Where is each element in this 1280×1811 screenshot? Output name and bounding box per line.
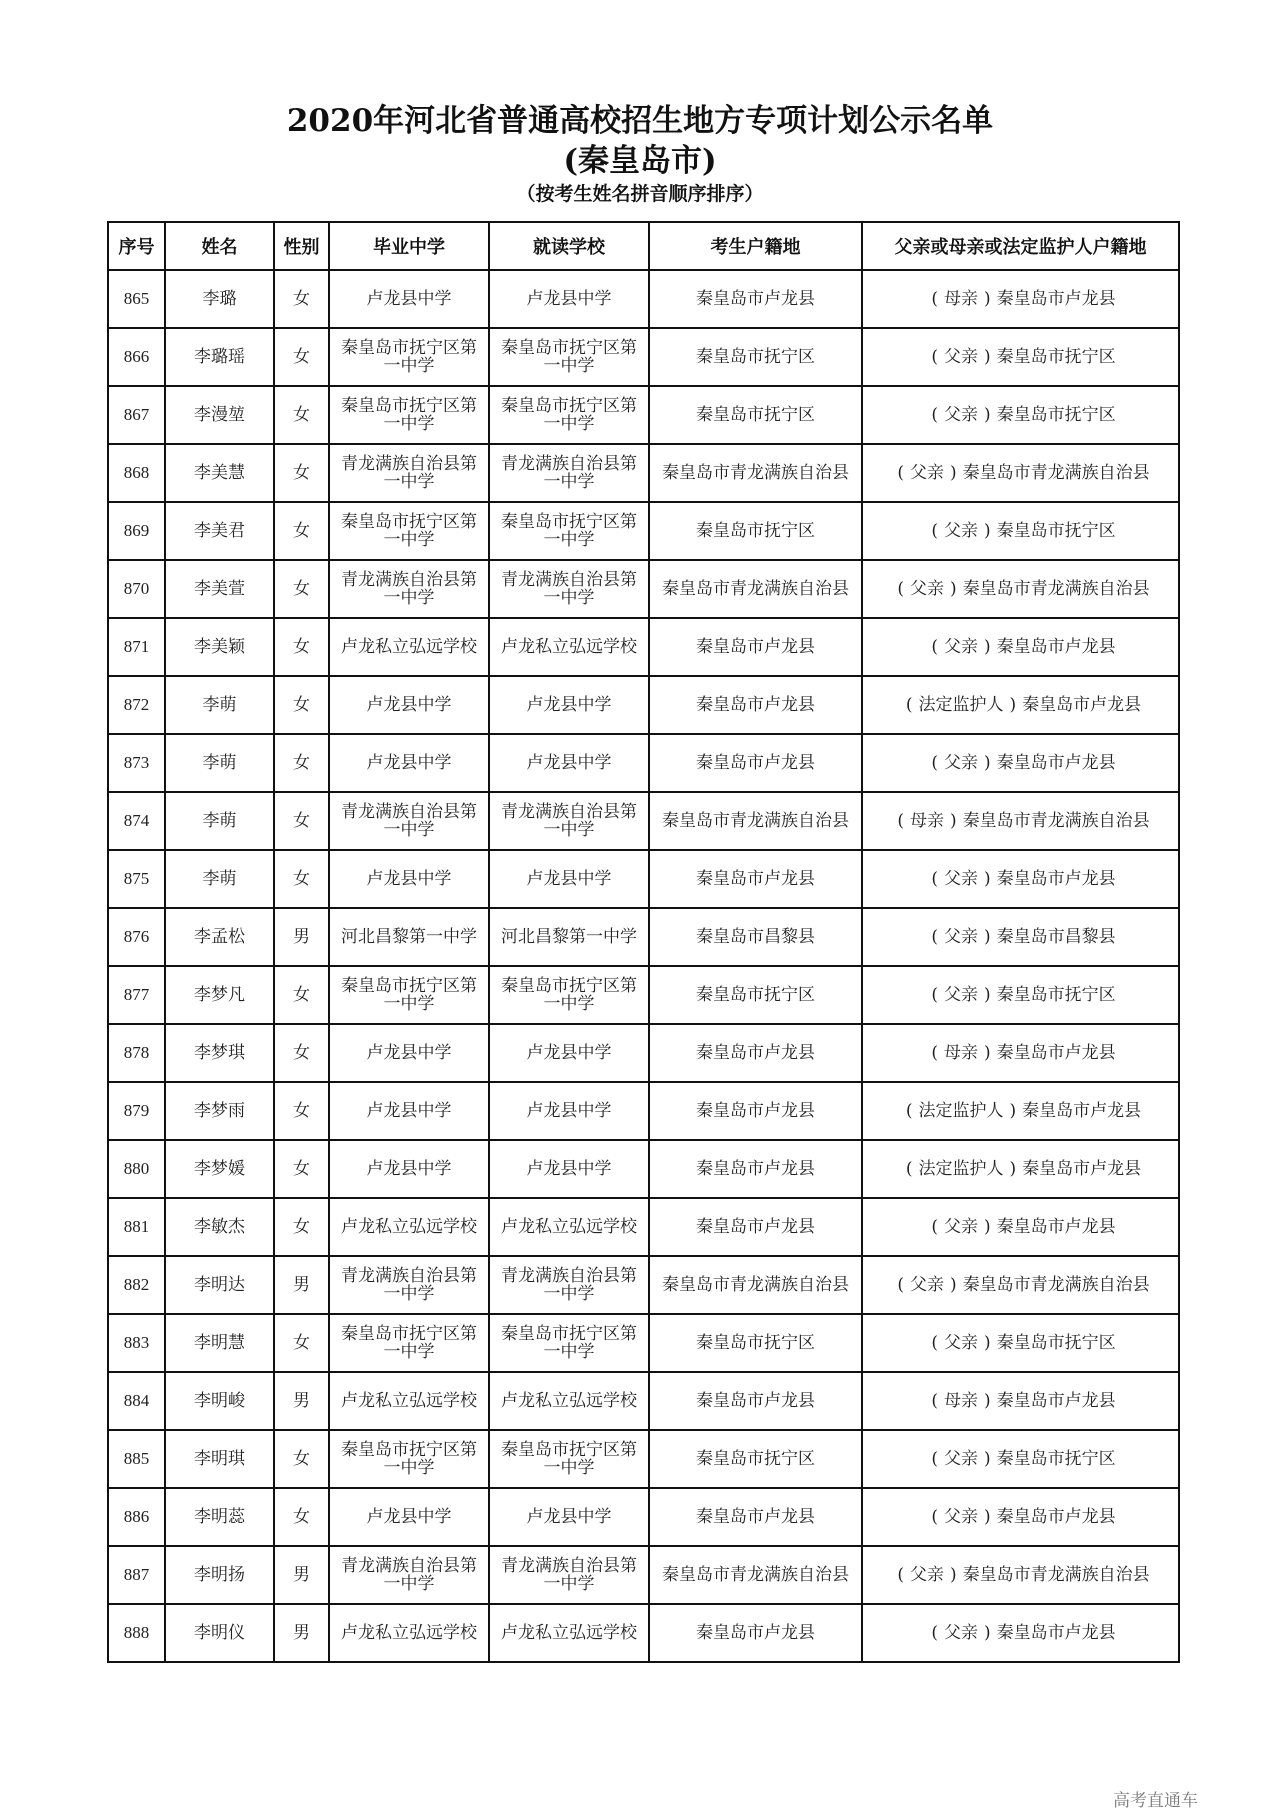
student-name: 李梦雨 xyxy=(165,1082,274,1140)
student-hukou: 秦皇岛市青龙满族自治县 xyxy=(649,1256,862,1314)
sort-note: （按考生姓名拼音顺序排序） xyxy=(516,183,764,205)
parent-relation: 父亲 xyxy=(944,753,978,773)
row-number: 876 xyxy=(108,908,165,966)
student-hukou: 秦皇岛市青龙满族自治县 xyxy=(649,1546,862,1604)
student-hukou: 秦皇岛市卢龙县 xyxy=(649,676,862,734)
student-sex: 女 xyxy=(274,1082,329,1140)
row-number: 878 xyxy=(108,1024,165,1082)
graduation-school: 卢龙县中学 xyxy=(329,850,489,908)
graduation-school: 卢龙私立弘远学校 xyxy=(329,1198,489,1256)
student-name: 李明仪 xyxy=(165,1604,274,1662)
parent-relation: 法定监护人 xyxy=(918,1159,1004,1179)
header-student-hukou: 考生户籍地 xyxy=(649,222,862,270)
row-number: 866 xyxy=(108,328,165,386)
student-sex: 女 xyxy=(274,1024,329,1082)
header-no: 序号 xyxy=(108,222,165,270)
parent-hukou-place: 秦皇岛市青龙满族自治县 xyxy=(962,1565,1150,1585)
graduation-school: 卢龙私立弘远学校 xyxy=(329,618,489,676)
current-school: 卢龙私立弘远学校 xyxy=(489,618,649,676)
student-sex: 女 xyxy=(274,1488,329,1546)
table-row xyxy=(108,850,1179,908)
current-school: 秦皇岛市抚宁区第一中学 xyxy=(489,502,649,560)
graduation-school: 青龙满族自治县第一中学 xyxy=(329,1546,489,1604)
student-sex: 男 xyxy=(274,1546,329,1604)
graduation-school: 卢龙县中学 xyxy=(329,1024,489,1082)
student-sex: 女 xyxy=(274,386,329,444)
parent-hukou-place: 秦皇岛市卢龙县 xyxy=(996,1623,1116,1643)
table-row xyxy=(108,1024,1179,1082)
graduation-school: 青龙满族自治县第一中学 xyxy=(329,792,489,850)
student-name: 李明蕊 xyxy=(165,1488,274,1546)
student-hukou: 秦皇岛市抚宁区 xyxy=(649,1314,862,1372)
graduation-school: 秦皇岛市抚宁区第一中学 xyxy=(329,966,489,1024)
document-subtitle: (秦皇岛市) xyxy=(563,143,717,179)
parent-hukou: ( 父亲 ) 秦皇岛市卢龙县 xyxy=(862,850,1179,908)
table-row xyxy=(108,1430,1179,1488)
parent-hukou-place: 秦皇岛市青龙满族自治县 xyxy=(962,811,1150,831)
current-school: 卢龙县中学 xyxy=(489,1024,649,1082)
row-number: 874 xyxy=(108,792,165,850)
student-name: 李孟松 xyxy=(165,908,274,966)
graduation-school: 卢龙县中学 xyxy=(329,1082,489,1140)
student-hukou: 秦皇岛市卢龙县 xyxy=(649,1372,862,1430)
student-hukou: 秦皇岛市卢龙县 xyxy=(649,1024,862,1082)
graduation-school: 秦皇岛市抚宁区第一中学 xyxy=(329,386,489,444)
graduation-school: 秦皇岛市抚宁区第一中学 xyxy=(329,1314,489,1372)
student-hukou: 秦皇岛市昌黎县 xyxy=(649,908,862,966)
student-name: 李美君 xyxy=(165,502,274,560)
current-school: 秦皇岛市抚宁区第一中学 xyxy=(489,966,649,1024)
current-school: 卢龙县中学 xyxy=(489,734,649,792)
student-hukou: 秦皇岛市青龙满族自治县 xyxy=(649,560,862,618)
student-hukou: 秦皇岛市卢龙县 xyxy=(649,1140,862,1198)
graduation-school: 卢龙县中学 xyxy=(329,734,489,792)
current-school: 卢龙私立弘远学校 xyxy=(489,1198,649,1256)
parent-relation: 父亲 xyxy=(910,1565,944,1585)
parent-hukou: ( 父亲 ) 秦皇岛市昌黎县 xyxy=(862,908,1179,966)
student-hukou: 秦皇岛市青龙满族自治县 xyxy=(649,792,862,850)
row-number: 888 xyxy=(108,1604,165,1662)
parent-hukou: ( 父亲 ) 秦皇岛市抚宁区 xyxy=(862,1430,1179,1488)
current-school: 卢龙私立弘远学校 xyxy=(489,1372,649,1430)
table-row xyxy=(108,792,1179,850)
parent-hukou: ( 母亲 ) 秦皇岛市青龙满族自治县 xyxy=(862,792,1179,850)
graduation-school: 青龙满族自治县第一中学 xyxy=(329,560,489,618)
parent-hukou: ( 法定监护人 ) 秦皇岛市卢龙县 xyxy=(862,1140,1179,1198)
graduation-school: 青龙满族自治县第一中学 xyxy=(329,444,489,502)
table-row xyxy=(108,908,1179,966)
parent-relation: 父亲 xyxy=(944,347,978,367)
student-hukou: 秦皇岛市抚宁区 xyxy=(649,1430,862,1488)
student-sex: 男 xyxy=(274,1372,329,1430)
parent-hukou: ( 父亲 ) 秦皇岛市青龙满族自治县 xyxy=(862,1256,1179,1314)
parent-hukou: ( 父亲 ) 秦皇岛市卢龙县 xyxy=(862,1604,1179,1662)
parent-hukou-place: 秦皇岛市卢龙县 xyxy=(1022,1159,1142,1179)
student-name: 李璐瑶 xyxy=(165,328,274,386)
table-row xyxy=(108,618,1179,676)
student-sex: 女 xyxy=(274,560,329,618)
row-number: 881 xyxy=(108,1198,165,1256)
roster-table xyxy=(107,221,1180,1663)
graduation-school: 河北昌黎第一中学 xyxy=(329,908,489,966)
current-school: 青龙满族自治县第一中学 xyxy=(489,444,649,502)
student-hukou: 秦皇岛市卢龙县 xyxy=(649,1082,862,1140)
student-hukou: 秦皇岛市卢龙县 xyxy=(649,1604,862,1662)
parent-hukou-place: 秦皇岛市卢龙县 xyxy=(996,1507,1116,1527)
current-school: 青龙满族自治县第一中学 xyxy=(489,560,649,618)
graduation-school: 卢龙县中学 xyxy=(329,270,489,328)
parent-hukou: ( 父亲 ) 秦皇岛市抚宁区 xyxy=(862,1314,1179,1372)
student-hukou: 秦皇岛市卢龙县 xyxy=(649,734,862,792)
table-row xyxy=(108,502,1179,560)
table-row xyxy=(108,1488,1179,1546)
table-row xyxy=(108,1604,1179,1662)
current-school: 卢龙私立弘远学校 xyxy=(489,1604,649,1662)
table-row xyxy=(108,560,1179,618)
parent-hukou: ( 母亲 ) 秦皇岛市卢龙县 xyxy=(862,1024,1179,1082)
row-number: 867 xyxy=(108,386,165,444)
parent-hukou: ( 父亲 ) 秦皇岛市卢龙县 xyxy=(862,618,1179,676)
parent-hukou: ( 父亲 ) 秦皇岛市抚宁区 xyxy=(862,966,1179,1024)
parent-hukou: ( 父亲 ) 秦皇岛市青龙满族自治县 xyxy=(862,444,1179,502)
parent-relation: 母亲 xyxy=(944,1043,978,1063)
student-sex: 男 xyxy=(274,1604,329,1662)
parent-hukou-place: 秦皇岛市青龙满族自治县 xyxy=(962,579,1150,599)
student-hukou: 秦皇岛市卢龙县 xyxy=(649,270,862,328)
student-sex: 女 xyxy=(274,502,329,560)
graduation-school: 青龙满族自治县第一中学 xyxy=(329,1256,489,1314)
parent-hukou: ( 父亲 ) 秦皇岛市抚宁区 xyxy=(862,328,1179,386)
row-number: 869 xyxy=(108,502,165,560)
row-number: 872 xyxy=(108,676,165,734)
parent-hukou-place: 秦皇岛市抚宁区 xyxy=(996,405,1116,425)
table-row xyxy=(108,966,1179,1024)
table-header-row xyxy=(108,222,1179,270)
row-number: 868 xyxy=(108,444,165,502)
header-name: 姓名 xyxy=(165,222,274,270)
row-number: 865 xyxy=(108,270,165,328)
student-sex: 女 xyxy=(274,1140,329,1198)
student-name: 李美慧 xyxy=(165,444,274,502)
table-row xyxy=(108,1082,1179,1140)
parent-hukou: ( 父亲 ) 秦皇岛市卢龙县 xyxy=(862,1198,1179,1256)
parent-hukou-place: 秦皇岛市卢龙县 xyxy=(996,1043,1116,1063)
table-row xyxy=(108,676,1179,734)
parent-hukou-place: 秦皇岛市卢龙县 xyxy=(996,1391,1116,1411)
student-sex: 女 xyxy=(274,1198,329,1256)
parent-hukou-place: 秦皇岛市青龙满族自治县 xyxy=(962,463,1150,483)
parent-hukou-place: 秦皇岛市卢龙县 xyxy=(1022,695,1142,715)
student-sex: 女 xyxy=(274,1314,329,1372)
table-row xyxy=(108,270,1179,328)
student-name: 李美萱 xyxy=(165,560,274,618)
row-number: 882 xyxy=(108,1256,165,1314)
current-school: 卢龙县中学 xyxy=(489,1140,649,1198)
document-title: 2020年河北省普通高校招生地方专项计划公示名单 xyxy=(286,103,994,139)
parent-relation: 父亲 xyxy=(910,579,944,599)
parent-relation: 法定监护人 xyxy=(918,695,1004,715)
row-number: 885 xyxy=(108,1430,165,1488)
student-hukou: 秦皇岛市卢龙县 xyxy=(649,850,862,908)
parent-hukou-place: 秦皇岛市抚宁区 xyxy=(996,521,1116,541)
parent-hukou: ( 法定监护人 ) 秦皇岛市卢龙县 xyxy=(862,676,1179,734)
student-name: 李萌 xyxy=(165,676,274,734)
parent-hukou-place: 秦皇岛市卢龙县 xyxy=(1022,1101,1142,1121)
student-name: 李梦凡 xyxy=(165,966,274,1024)
row-number: 880 xyxy=(108,1140,165,1198)
table-row xyxy=(108,386,1179,444)
graduation-school: 卢龙私立弘远学校 xyxy=(329,1372,489,1430)
header-parent-hukou: 父亲或母亲或法定监护人户籍地 xyxy=(862,222,1179,270)
parent-hukou-place: 秦皇岛市抚宁区 xyxy=(996,985,1116,1005)
graduation-school: 卢龙县中学 xyxy=(329,1140,489,1198)
graduation-school: 卢龙县中学 xyxy=(329,1488,489,1546)
parent-relation: 母亲 xyxy=(944,1391,978,1411)
current-school: 河北昌黎第一中学 xyxy=(489,908,649,966)
current-school: 秦皇岛市抚宁区第一中学 xyxy=(489,328,649,386)
parent-hukou-place: 秦皇岛市抚宁区 xyxy=(996,1449,1116,1469)
header-sex: 性别 xyxy=(274,222,329,270)
student-sex: 男 xyxy=(274,1256,329,1314)
row-number: 879 xyxy=(108,1082,165,1140)
parent-relation: 父亲 xyxy=(944,869,978,889)
student-sex: 女 xyxy=(274,850,329,908)
row-number: 883 xyxy=(108,1314,165,1372)
student-name: 李明峻 xyxy=(165,1372,274,1430)
parent-relation: 父亲 xyxy=(944,521,978,541)
parent-relation: 父亲 xyxy=(944,1217,978,1237)
row-number: 877 xyxy=(108,966,165,1024)
student-sex: 女 xyxy=(274,792,329,850)
parent-hukou: ( 父亲 ) 秦皇岛市青龙满族自治县 xyxy=(862,1546,1179,1604)
table-row xyxy=(108,734,1179,792)
parent-hukou: ( 父亲 ) 秦皇岛市卢龙县 xyxy=(862,1488,1179,1546)
watermark-text: 高考直通车 xyxy=(1113,1791,1198,1811)
parent-hukou-place: 秦皇岛市卢龙县 xyxy=(996,869,1116,889)
student-sex: 女 xyxy=(274,966,329,1024)
student-hukou: 秦皇岛市抚宁区 xyxy=(649,966,862,1024)
table-row xyxy=(108,444,1179,502)
student-name: 李明琪 xyxy=(165,1430,274,1488)
parent-relation: 父亲 xyxy=(944,927,978,947)
parent-hukou-place: 秦皇岛市青龙满族自治县 xyxy=(962,1275,1150,1295)
current-school: 秦皇岛市抚宁区第一中学 xyxy=(489,1314,649,1372)
student-sex: 男 xyxy=(274,908,329,966)
current-school: 青龙满族自治县第一中学 xyxy=(489,792,649,850)
student-sex: 女 xyxy=(274,270,329,328)
table-row xyxy=(108,1546,1179,1604)
current-school: 卢龙县中学 xyxy=(489,1082,649,1140)
row-number: 886 xyxy=(108,1488,165,1546)
student-hukou: 秦皇岛市抚宁区 xyxy=(649,328,862,386)
parent-hukou: ( 母亲 ) 秦皇岛市卢龙县 xyxy=(862,1372,1179,1430)
current-school: 秦皇岛市抚宁区第一中学 xyxy=(489,386,649,444)
student-name: 李明慧 xyxy=(165,1314,274,1372)
student-sex: 女 xyxy=(274,734,329,792)
graduation-school: 卢龙私立弘远学校 xyxy=(329,1604,489,1662)
parent-relation: 父亲 xyxy=(944,405,978,425)
student-name: 李明达 xyxy=(165,1256,274,1314)
parent-relation: 父亲 xyxy=(910,463,944,483)
table-row xyxy=(108,1372,1179,1430)
current-school: 卢龙县中学 xyxy=(489,676,649,734)
row-number: 873 xyxy=(108,734,165,792)
student-name: 李漫堃 xyxy=(165,386,274,444)
student-sex: 女 xyxy=(274,618,329,676)
parent-relation: 母亲 xyxy=(944,289,978,309)
parent-relation: 父亲 xyxy=(944,1333,978,1353)
student-name: 李璐 xyxy=(165,270,274,328)
student-name: 李萌 xyxy=(165,792,274,850)
table-row xyxy=(108,328,1179,386)
parent-hukou: ( 法定监护人 ) 秦皇岛市卢龙县 xyxy=(862,1082,1179,1140)
current-school: 秦皇岛市抚宁区第一中学 xyxy=(489,1430,649,1488)
student-hukou: 秦皇岛市抚宁区 xyxy=(649,502,862,560)
graduation-school: 秦皇岛市抚宁区第一中学 xyxy=(329,328,489,386)
current-school: 青龙满族自治县第一中学 xyxy=(489,1546,649,1604)
current-school: 卢龙县中学 xyxy=(489,850,649,908)
row-number: 870 xyxy=(108,560,165,618)
row-number: 871 xyxy=(108,618,165,676)
table-row xyxy=(108,1314,1179,1372)
row-number: 875 xyxy=(108,850,165,908)
parent-hukou: ( 父亲 ) 秦皇岛市青龙满族自治县 xyxy=(862,560,1179,618)
student-hukou: 秦皇岛市卢龙县 xyxy=(649,618,862,676)
parent-hukou: ( 母亲 ) 秦皇岛市卢龙县 xyxy=(862,270,1179,328)
parent-hukou-place: 秦皇岛市抚宁区 xyxy=(996,347,1116,367)
parent-hukou-place: 秦皇岛市昌黎县 xyxy=(996,927,1116,947)
table-row xyxy=(108,1198,1179,1256)
table-row xyxy=(108,1256,1179,1314)
student-hukou: 秦皇岛市卢龙县 xyxy=(649,1198,862,1256)
student-hukou: 秦皇岛市抚宁区 xyxy=(649,386,862,444)
parent-hukou-place: 秦皇岛市卢龙县 xyxy=(996,1217,1116,1237)
current-school: 卢龙县中学 xyxy=(489,270,649,328)
student-name: 李梦琪 xyxy=(165,1024,274,1082)
student-sex: 女 xyxy=(274,328,329,386)
student-name: 李梦媛 xyxy=(165,1140,274,1198)
parent-relation: 法定监护人 xyxy=(918,1101,1004,1121)
parent-relation: 母亲 xyxy=(910,811,944,831)
parent-hukou-place: 秦皇岛市卢龙县 xyxy=(996,753,1116,773)
parent-relation: 父亲 xyxy=(910,1275,944,1295)
student-sex: 女 xyxy=(274,676,329,734)
parent-relation: 父亲 xyxy=(944,1449,978,1469)
student-hukou: 秦皇岛市卢龙县 xyxy=(649,1488,862,1546)
header-graduation-school: 毕业中学 xyxy=(329,222,489,270)
parent-hukou: ( 父亲 ) 秦皇岛市卢龙县 xyxy=(862,734,1179,792)
current-school: 卢龙县中学 xyxy=(489,1488,649,1546)
graduation-school: 秦皇岛市抚宁区第一中学 xyxy=(329,502,489,560)
student-name: 李美颖 xyxy=(165,618,274,676)
parent-hukou: ( 父亲 ) 秦皇岛市抚宁区 xyxy=(862,386,1179,444)
graduation-school: 卢龙县中学 xyxy=(329,676,489,734)
student-sex: 女 xyxy=(274,444,329,502)
student-name: 李萌 xyxy=(165,734,274,792)
parent-relation: 父亲 xyxy=(944,1507,978,1527)
graduation-school: 秦皇岛市抚宁区第一中学 xyxy=(329,1430,489,1488)
row-number: 884 xyxy=(108,1372,165,1430)
row-number: 887 xyxy=(108,1546,165,1604)
table-row xyxy=(108,1140,1179,1198)
student-sex: 女 xyxy=(274,1430,329,1488)
parent-relation: 父亲 xyxy=(944,637,978,657)
student-name: 李明扬 xyxy=(165,1546,274,1604)
student-name: 李敏杰 xyxy=(165,1198,274,1256)
student-hukou: 秦皇岛市青龙满族自治县 xyxy=(649,444,862,502)
header-current-school: 就读学校 xyxy=(489,222,649,270)
parent-hukou: ( 父亲 ) 秦皇岛市抚宁区 xyxy=(862,502,1179,560)
student-name: 李萌 xyxy=(165,850,274,908)
parent-hukou-place: 秦皇岛市抚宁区 xyxy=(996,1333,1116,1353)
parent-hukou-place: 秦皇岛市卢龙县 xyxy=(996,289,1116,309)
parent-relation: 父亲 xyxy=(944,1623,978,1643)
current-school: 青龙满族自治县第一中学 xyxy=(489,1256,649,1314)
parent-relation: 父亲 xyxy=(944,985,978,1005)
parent-hukou-place: 秦皇岛市卢龙县 xyxy=(996,637,1116,657)
